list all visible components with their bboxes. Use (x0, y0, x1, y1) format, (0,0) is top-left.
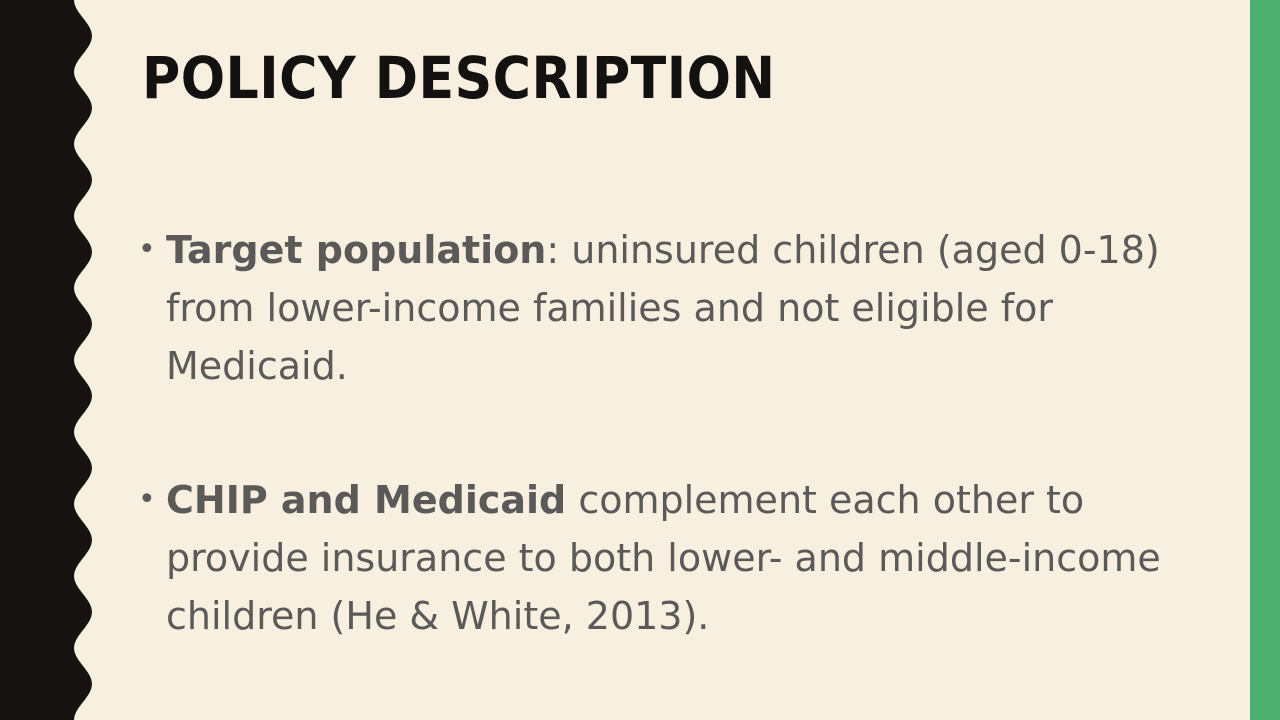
bullet-term: CHIP and Medicaid (166, 478, 567, 522)
bullet-dot-icon: • (138, 232, 156, 267)
wavy-left-border-shape (0, 0, 92, 720)
slide-title: POLICY DESCRIPTION (142, 44, 776, 112)
bullet-term: Target population (166, 228, 547, 272)
bullet-text: : uninsured children (aged 0-18) from lower-income families and not eligible for Medicaid. (166, 228, 1160, 388)
bullet-dot-icon: • (138, 482, 156, 517)
wavy-left-border (0, 0, 100, 720)
bullet-list (138, 221, 1208, 645)
bullet-text: complement each other to provide insurance to both lower- and middle-income children (He & White, 2013). (166, 478, 1161, 638)
bullet-item-target-population (138, 221, 1208, 395)
bullet-item-chip-medicaid (138, 471, 1208, 645)
green-accent-bar (1250, 0, 1280, 720)
